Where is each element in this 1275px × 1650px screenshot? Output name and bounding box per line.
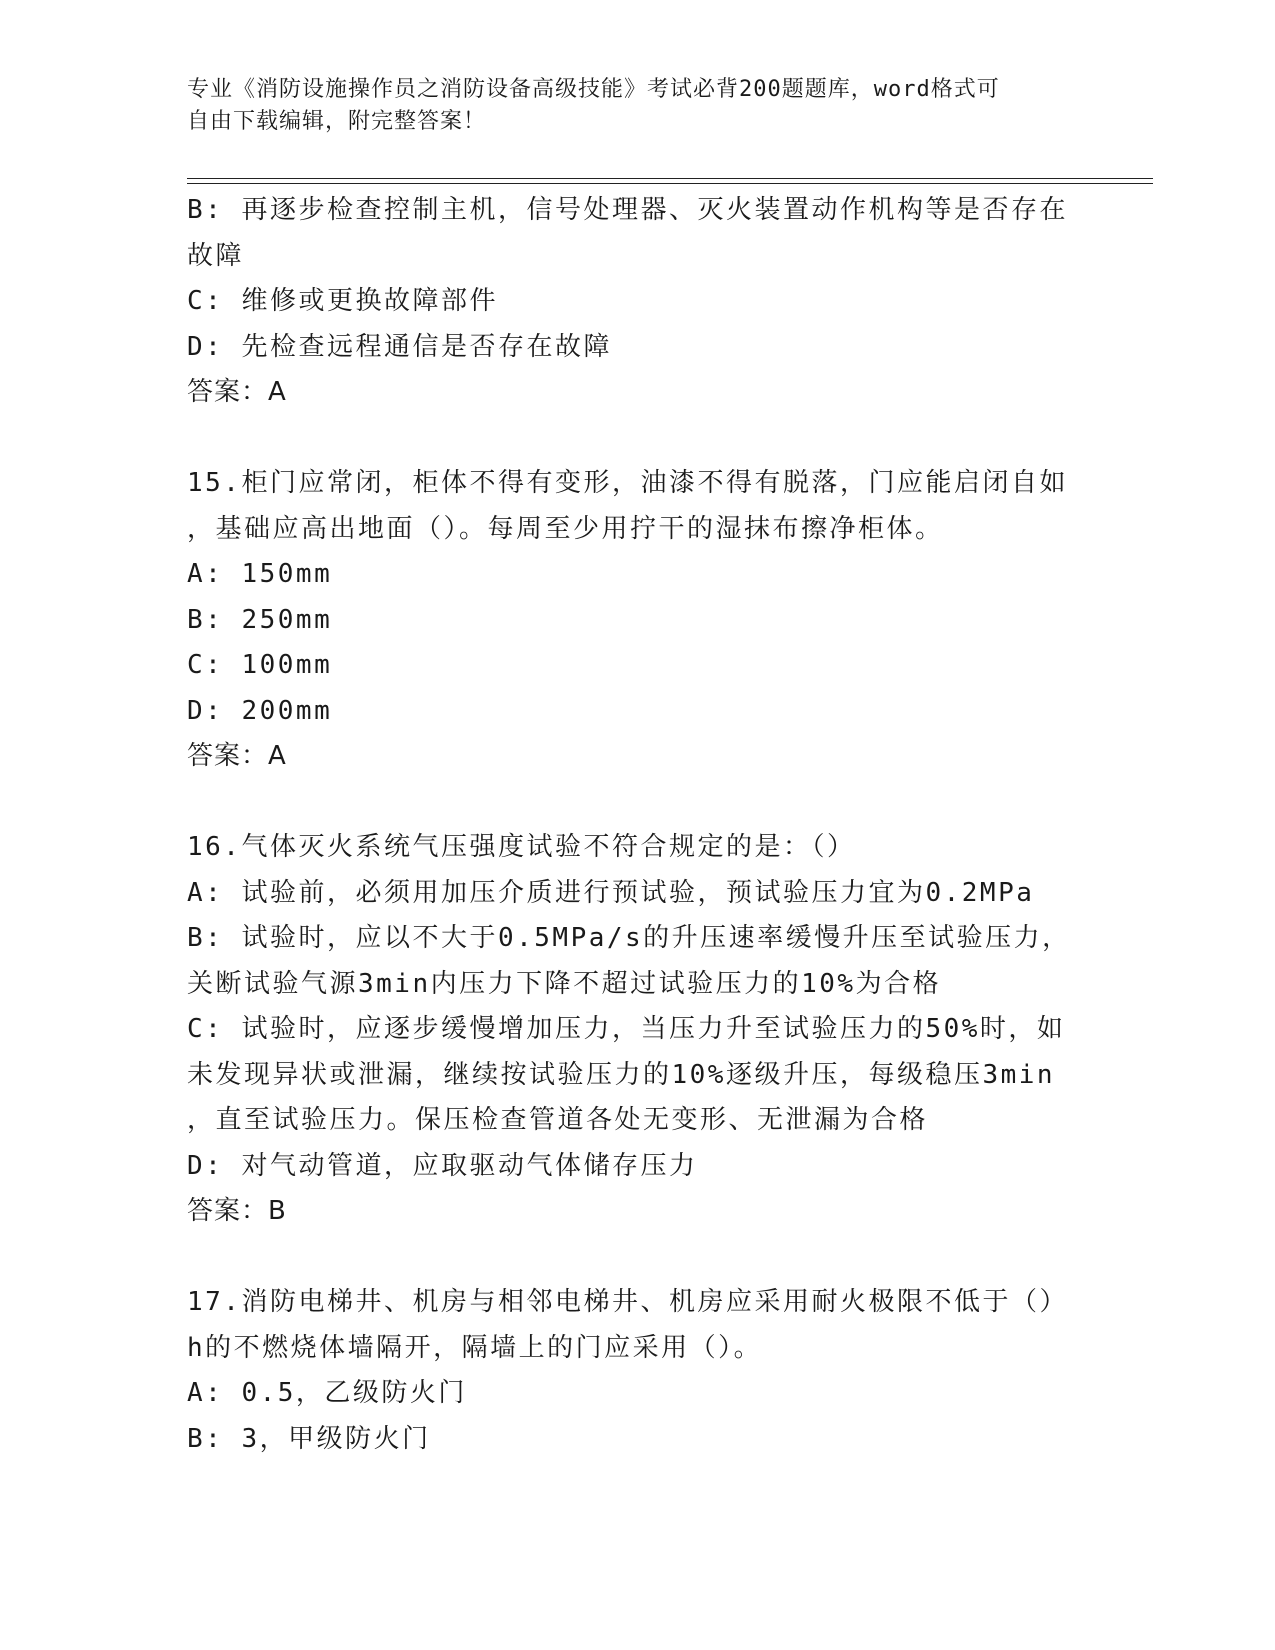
header-divider-bottom [187, 183, 1153, 184]
q15-answer: 答案：A [187, 741, 287, 771]
q14-option-b-line-2: 故障 [187, 240, 245, 271]
question-15-block [187, 461, 1087, 780]
q15-option-b: B: 250mm [187, 604, 333, 635]
spacer [187, 416, 1087, 462]
q16-option-d: D: 对气动管道，应取驱动气体储存压力 [187, 1150, 698, 1181]
q15-stem-line-2: ，基础应高出地面（）。每周至少用拧干的湿抹布擦净柜体。 [187, 513, 944, 544]
header-line-2: 自由下载编辑，附完整答案！ [187, 109, 487, 134]
header-divider-top [187, 178, 1153, 179]
q15-option-d: D: 200mm [187, 695, 333, 726]
question-14-block [187, 188, 1087, 416]
document-body [187, 188, 1087, 1462]
q17-option-b: B: 3，甲级防火门 [187, 1423, 431, 1454]
question-16-block [187, 825, 1087, 1235]
q15-stem-line-1: 15.柜门应常闭，柜体不得有变形，油漆不得有脱落，门应能启闭自如 [187, 468, 1068, 498]
q16-option-b-line-1: B: 试验时，应以不大于0.5MPa/s的升压速率缓慢升压至试验压力， [187, 923, 1071, 953]
q16-option-c-line-3: ，直至试验压力。保压检查管道各处无变形、无泄漏为合格 [187, 1105, 929, 1135]
q16-option-c-line-1: C: 试验时，应逐步缓慢增加压力，当压力升至试验压力的50%时，如 [187, 1014, 1066, 1044]
spacer [187, 1235, 1087, 1281]
q15-option-c: C: 100mm [187, 650, 333, 680]
q17-option-a: A: 0.5，乙级防火门 [187, 1378, 467, 1408]
header-line-1: 专业《消防设施操作员之消防设备高级技能》考试必背200题题库，word格式可 [187, 77, 1000, 102]
q14-option-b-line-1: B: 再逐步检查控制主机，信号处理器、灭火装置动作机构等是否存在 [187, 195, 1068, 225]
q16-answer: 答案：B [187, 1196, 287, 1226]
spacer [187, 780, 1087, 826]
q14-option-c: C: 维修或更换故障部件 [187, 286, 498, 316]
q15-option-a: A: 150mm [187, 559, 333, 589]
q17-stem-line-2: h的不燃烧体墙隔开，隔墙上的门应采用（）。 [187, 1332, 763, 1363]
q16-option-a: A: 试验前，必须用加压介质进行预试验，预试验压力宜为0.2MPa [187, 877, 1035, 908]
q16-option-c-line-2: 未发现异状或泄漏，继续按试验压力的10%逐级升压，每级稳压3min [187, 1059, 1056, 1090]
q14-option-d: D: 先检查远程通信是否存在故障 [187, 331, 612, 362]
q17-stem-line-1: 17.消防电梯井、机房与相邻电梯井、机房应采用耐火极限不低于（） [187, 1287, 1068, 1317]
page-header [187, 74, 1067, 138]
q16-stem: 16.气体灭火系统气压强度试验不符合规定的是：（） [187, 832, 856, 862]
q14-answer: 答案：A [187, 377, 287, 407]
q16-option-b-line-2: 关断试验气源3min内压力下降不超过试验压力的10%为合格 [187, 968, 942, 999]
question-17-block [187, 1280, 1087, 1462]
